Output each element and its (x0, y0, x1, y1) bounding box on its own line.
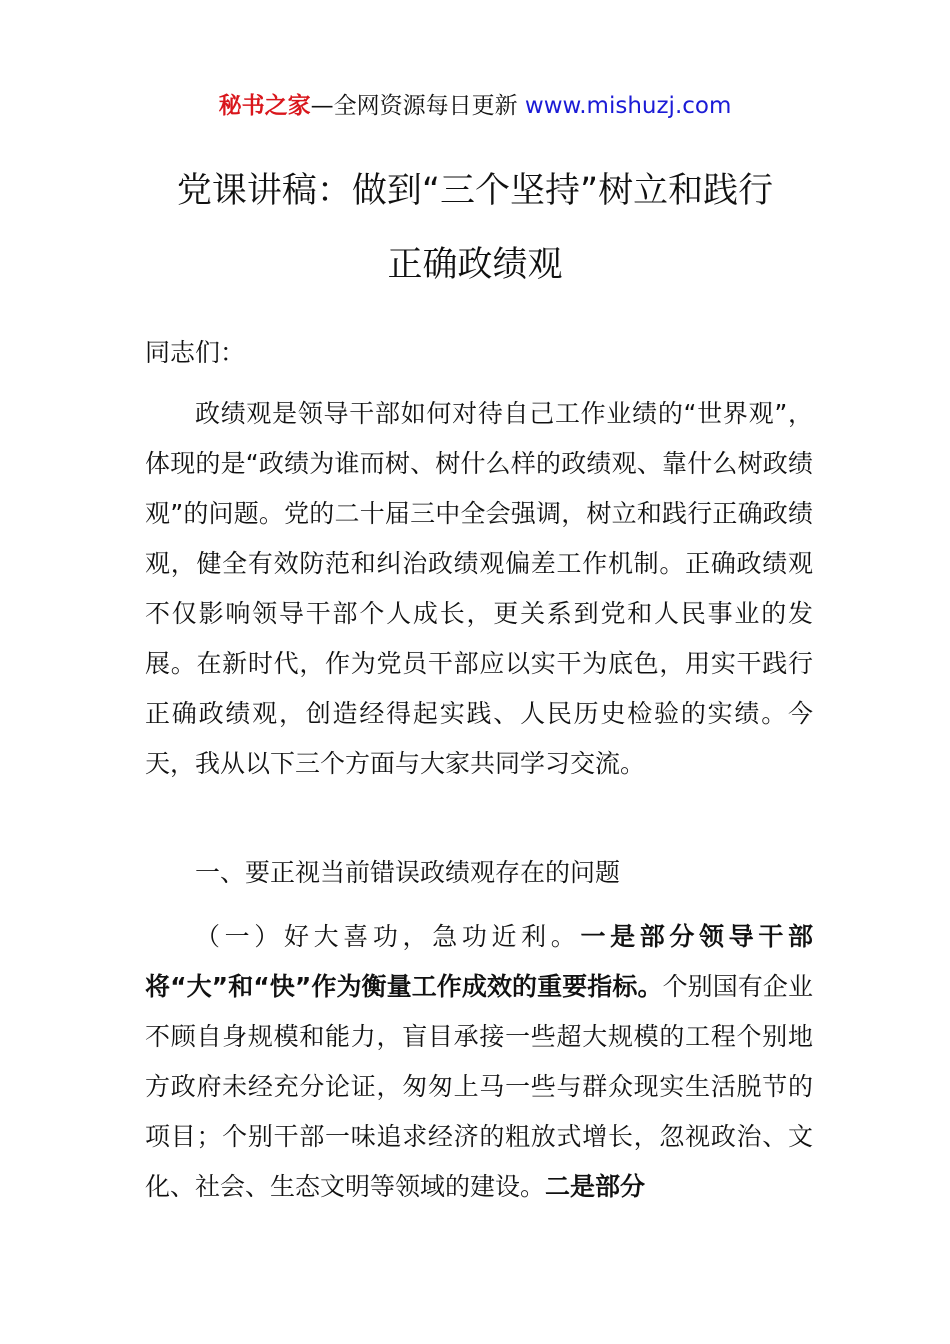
point-1-text: 个别国有企业不顾自身规模和能力，盲目承接一些超大规模的工程个别地方政府未经充分论证，匆匆上马一些与群众现实生活脱节的项目；个别干部一味追求经济的粗放式增长，忽视政治、文化、社会、生态文明等领域的建设。 (145, 972, 813, 1201)
section-heading-1: 一、要正视当前错误政绩观存在的问题 (195, 858, 621, 887)
document-title-line1: 党课讲稿：做到“三个坚持”树立和践行 (176, 171, 774, 211)
bold-point-1: 一是部分领导干部将“大”和“快”作为衡量工作成效的重要指标。 (145, 922, 813, 1001)
subsection-paragraph-1 (145, 912, 813, 1212)
subsection-label: （一）好大喜功，急功近利。 (195, 922, 581, 951)
banner-brand: 秘书之家 (218, 93, 311, 119)
salutation: 同志们： (145, 338, 246, 367)
document-title-line2: 正确政绩观 (387, 245, 563, 285)
bold-point-2: 二是部分 (545, 1172, 646, 1201)
banner-tagline: —全网资源每日更新 (310, 93, 525, 119)
intro-paragraph: 政绩观是领导干部如何对待自己工作业绩的“世界观”，体现的是“政绩为谁而树、树什么样的政绩观、靠什么树政绩观”的问题。党的二十届三中全会强调，树立和践行正确政绩观，健全有效防范和纠治政绩观偏差工作机制。正确政绩观不仅影响领导干部个人成长，更关系到党和人民事业的发展。在新时代，作为党员干部应以实干为底色，用实干践行正确政绩观，创造经得起实践、人民历史检验的实绩。今天，我从以下三个方面与大家共同学习交流。 (145, 399, 813, 778)
banner-url-link[interactable]: www.mishuzj.com (524, 93, 732, 119)
site-banner (0, 86, 950, 126)
